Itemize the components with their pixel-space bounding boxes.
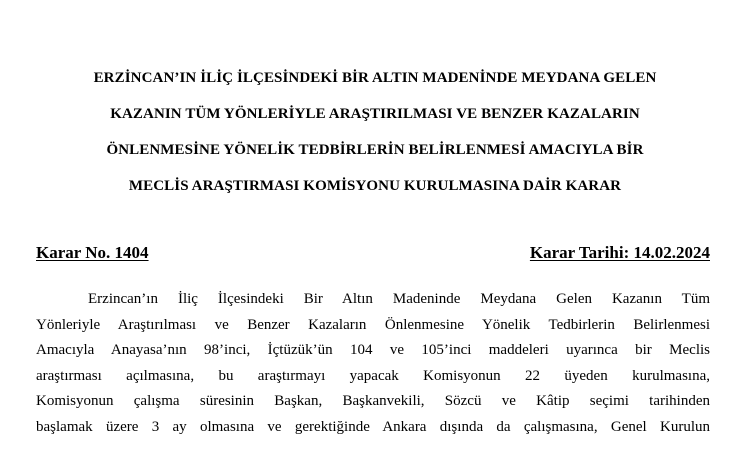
- title-line: KAZANIN TÜM YÖNLERİYLE ARAŞTIRILMASI VE BENZER KAZALARIN: [110, 106, 640, 122]
- body-line: Yönleriyle Araştırılması ve Benzer Kazaların Önlenmesine Yönelik Tedbirlerin Belirlenmesi: [36, 316, 710, 333]
- decision-number: Karar No. 1404: [36, 243, 149, 262]
- document-title: [40, 60, 710, 204]
- title-line: MECLİS ARAŞTIRMASI KOMİSYONU KURULMASINA DAİR KARAR: [128, 178, 622, 194]
- body-line: Erzincan’ın İliç İlçesindeki Bir Altın Madeninde Meydana Gelen Kazanın Tüm: [88, 291, 710, 307]
- decision-meta-row: [36, 241, 710, 265]
- body-line: araştırması açılmasına, bu araştırmayı yapacak Komisyonun 22 üyeden kurulmasına,: [36, 367, 710, 384]
- title-line: ÖNLENMESİNE YÖNELİK TEDBİRLERİN BELİRLENMESİ AMACIYLA BİR: [106, 142, 644, 158]
- body-line: Amacıyla Anayasa’nın 98’inci, İçtüzük’ün 104 ve 105’inci maddeleri uyarınca bir Meclis: [36, 342, 710, 358]
- decision-body: [36, 287, 710, 440]
- decision-date: Karar Tarihi: 14.02.2024: [529, 243, 710, 262]
- body-line: başlamak üzere 3 ay olmasına ve gerektiğinde Ankara dışında da çalışmasına, Genel Kurulun: [36, 418, 710, 435]
- body-line: Komisyonun çalışma süresinin Başkan, Başkanvekili, Sözcü ve Kâtip seçimi tarihinden: [36, 393, 710, 409]
- title-line: ERZİNCAN’IN İLİÇ İLÇESİNDEKİ BİR ALTIN MADENİNDE MEYDANA GELEN: [93, 70, 657, 86]
